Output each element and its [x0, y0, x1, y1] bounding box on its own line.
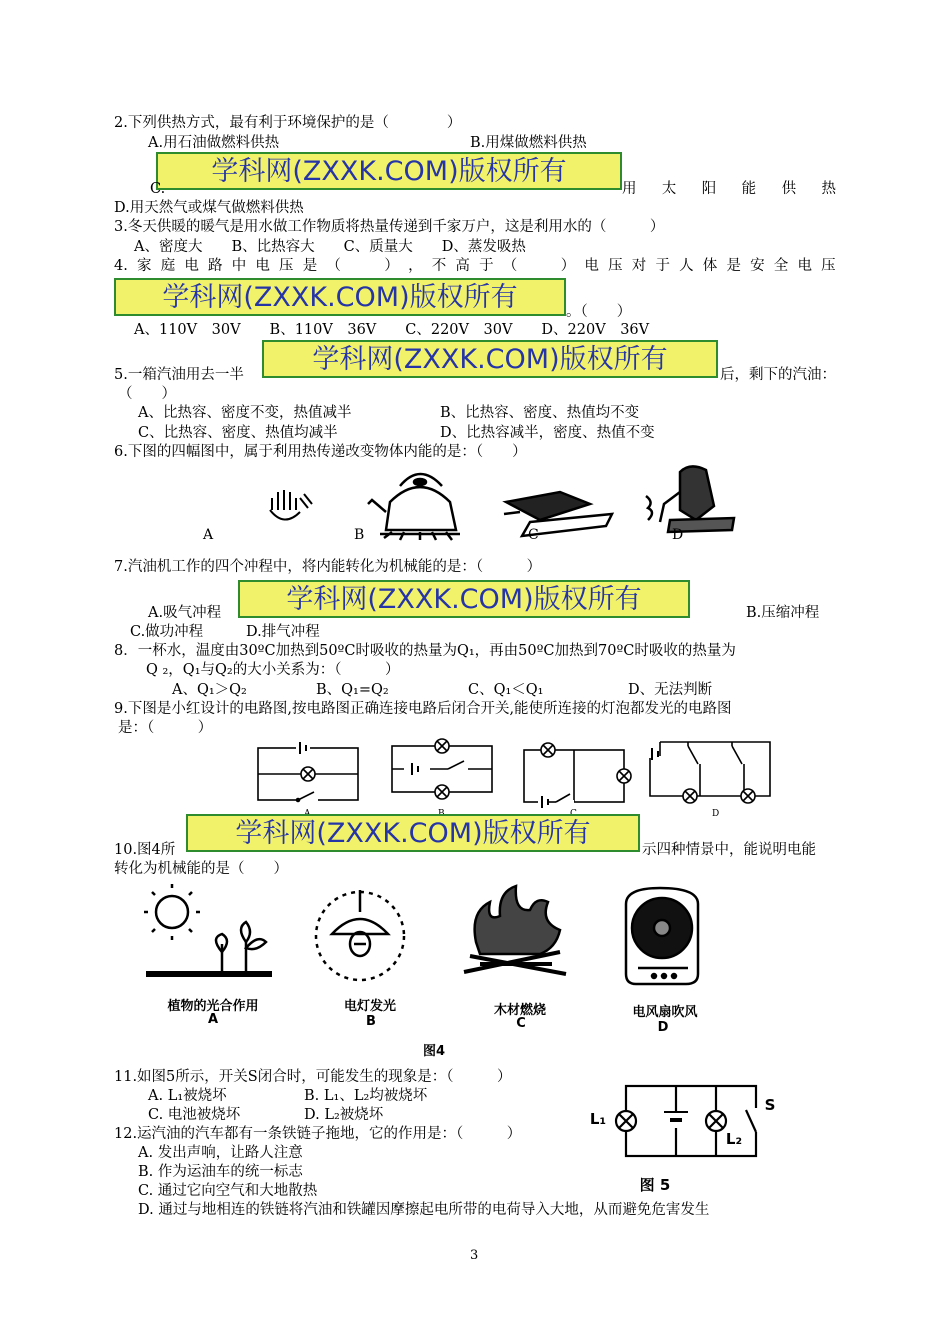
circuit-d-diagram	[650, 742, 770, 803]
watermark: 学科网(ZXXK.COM)版权所有	[186, 814, 640, 852]
sun-plant-icon	[144, 884, 272, 974]
q6-pictures	[0, 462, 950, 552]
figure-5-switch-label: S	[764, 1096, 776, 1114]
q11-stem: 11.如图5所示，开关S闭合时，可能发生的现象是：（ ）	[114, 1069, 512, 1085]
q4-stem: 4. 家 庭 电 路 中 电 压 是 （ ） ， 不 高 于 （ ） 电 压 对 于 人 体 是 安 全 电 压	[114, 258, 836, 274]
q7-stem: 7.汽油机工作的四个冲程中，将内能转化为机械能的是：（ ）	[114, 559, 542, 575]
electric-fan-icon	[626, 888, 698, 984]
hands-rubbing-icon	[270, 490, 312, 520]
q10-caption-c: 木材燃烧	[493, 1003, 546, 1018]
q10-caption-d: 电风扇吹风	[632, 1005, 698, 1020]
q8-option-a: A、Q₁＞Q₂	[172, 682, 247, 698]
q8-option-b: B、Q₁=Q₂	[316, 682, 389, 698]
lamp-glow-icon	[316, 890, 404, 980]
watermark: 学科网(ZXXK.COM)版权所有	[238, 580, 690, 618]
q7-option-d: D.排气冲程	[246, 624, 320, 640]
q6-label-a: A	[203, 527, 214, 543]
q7-option-b: B.压缩冲程	[746, 605, 820, 621]
circuit-a-diagram	[258, 742, 358, 802]
q11-option-b: B. L₁、L₂均被烧坏	[304, 1088, 428, 1104]
wood-fire-icon	[464, 886, 566, 974]
q7-option-c: C.做功冲程	[130, 624, 204, 640]
q4-stem-end: 。（ ）	[566, 304, 632, 320]
watermark: 学科网(ZXXK.COM)版权所有	[262, 340, 718, 378]
q4-options: A、110V 30V B、110V 36V C、220V 30V D、220V 36V	[134, 322, 650, 338]
q2-stem: 2.下列供热方式，最有利于环境保护的是（ ）	[114, 115, 462, 131]
q12-option-d: D. 通过与地相连的铁链将汽油和铁罐因摩擦起电所带的电荷导入大地，从而避免危害发生	[138, 1202, 710, 1218]
q10-line2: 转化为机械能的是（ ）	[114, 861, 288, 877]
q9-line1: 9.下图是小红设计的电路图,按电路图正确连接电路后闭合开关,能使所连接的灯泡都发光的电路图	[114, 701, 732, 717]
q6-stem: 6.下图的四幅图中，属于利用热传递改变物体内能的是：（ ）	[114, 444, 527, 460]
drilling-fire-icon	[646, 466, 734, 532]
q9-line2: 是：（ ）	[118, 720, 213, 736]
page-number: 3	[470, 1248, 479, 1263]
figure-5-l2-label: L₂	[725, 1130, 743, 1148]
q10-letter-c: C	[516, 1016, 526, 1031]
q10-letter-a: A	[207, 1012, 219, 1027]
kettle-icon	[368, 474, 460, 540]
q2-option-d: D.用天然气或煤气做燃料供热	[114, 200, 304, 216]
q12-stem: 12.运汽油的汽车都有一条铁链子拖地，它的作用是：（ ）	[114, 1126, 522, 1142]
q10-caption-a: 植物的光合作用	[167, 999, 259, 1014]
q5-paren: （ ）	[118, 386, 176, 402]
q10-pictures	[0, 882, 950, 992]
q5-option-b: B、比热容、密度、热值均不变	[440, 405, 640, 421]
q11-option-a: A. L₁被烧坏	[148, 1088, 227, 1104]
q8-option-d: D、无法判断	[628, 682, 713, 698]
q6-label-d: D	[672, 527, 684, 543]
figure-5-l1-label: L₁	[589, 1110, 607, 1128]
q12-option-b: B. 作为运油车的统一标志	[138, 1164, 303, 1180]
q5-stem-end: 后，剩下的汽油：	[720, 367, 836, 383]
q11-option-d: D. L₂被烧坏	[304, 1107, 384, 1123]
circuit-c-diagram	[524, 743, 631, 808]
q10-letter-b: B	[366, 1014, 376, 1029]
q6-label-c: C	[528, 527, 539, 543]
q8-option-c: C、Q₁＜Q₁	[468, 682, 544, 698]
q8-line1: 8．一杯水，温度由30ºC加热到50ºC时吸收的热量为Q₁，再由50ºC加热到70ºC时吸收的热量为	[114, 643, 736, 659]
q11-option-c: C. 电池被烧坏	[148, 1107, 241, 1123]
q5-option-a: A、比热容、密度不变，热值减半	[138, 405, 352, 421]
q8-line2: Q ₂，Q₁与Q₂的大小关系为：（ ）	[146, 662, 400, 678]
q12-option-c: C. 通过它向空气和大地散热	[138, 1183, 318, 1199]
q2-option-c-prefix: C.	[150, 181, 166, 197]
q5-option-d: D、比热容减半，密度、热值不变	[440, 425, 655, 441]
watermark: 学科网(ZXXK.COM)版权所有	[114, 278, 566, 316]
q10-stem-start: 10.图4所	[114, 842, 176, 858]
circuit-b-diagram	[392, 739, 492, 799]
q10-caption-b: 电灯发光	[343, 999, 396, 1014]
q7-option-a: A.吸气冲程	[148, 605, 222, 621]
q10-stem-end: 示四种情景中，能说明电能	[642, 842, 816, 858]
q10-letter-d: D	[657, 1020, 669, 1035]
q2-option-c-tail: 用 太 阳 能 供 热	[622, 181, 836, 197]
q5-stem-start: 5.一箱汽油用去一半	[114, 367, 244, 383]
q2-option-a: A.用石油做燃料供热	[148, 135, 280, 151]
q2-option-b: B.用煤做燃料供热	[470, 135, 587, 151]
q5-option-c: C、比热容、密度、热值均减半	[138, 425, 338, 441]
figure-5-circuit	[600, 1082, 800, 1162]
q10-figure-label: 图4	[422, 1044, 446, 1059]
sawing-wood-icon	[504, 492, 612, 536]
q9-label-d: D	[712, 809, 720, 819]
q6-label-b: B	[354, 527, 365, 543]
q12-option-a: A. 发出声响，让路人注意	[138, 1145, 303, 1161]
q3-options: A、密度大 B、比热容大 C、质量大 D、蒸发吸热	[134, 239, 526, 255]
q9-circuits	[0, 738, 950, 818]
watermark: 学科网(ZXXK.COM)版权所有	[156, 152, 622, 190]
q3-stem: 3.冬天供暖的暖气是用水做工作物质将热量传递到千家万户，这是利用水的（ ）	[114, 219, 665, 235]
figure-5-caption: 图 5	[639, 1176, 671, 1194]
